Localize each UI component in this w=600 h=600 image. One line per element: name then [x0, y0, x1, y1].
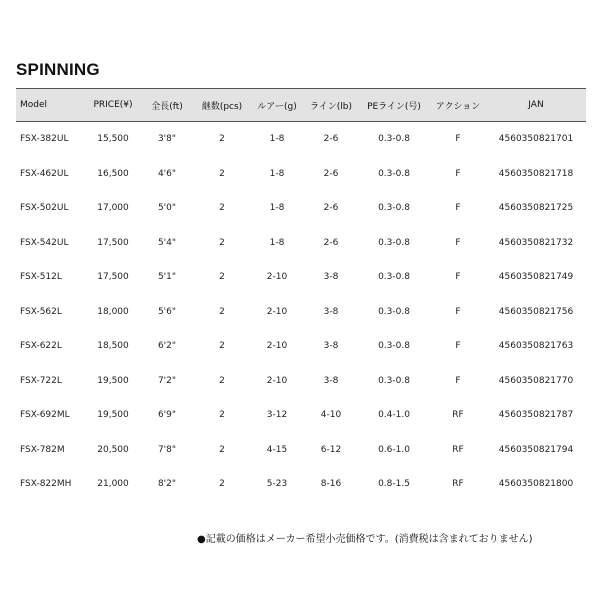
header-action: アクション	[430, 89, 486, 122]
header-price: PRICE(¥)	[86, 89, 140, 122]
cell-length: 8'2"	[157, 479, 177, 490]
cell-lure: 1-8	[269, 168, 285, 179]
cell-pieces: 2	[219, 444, 225, 455]
cell-model: FSX-722L	[20, 375, 62, 386]
header-lure: ルアー(g)	[250, 89, 304, 122]
header-pieces: 継数(pcs)	[194, 89, 250, 122]
cell-price: 19,500	[97, 375, 129, 386]
cell-action: F	[455, 341, 461, 352]
cell-length: 5'0"	[157, 203, 177, 214]
cell-line: 2-6	[323, 203, 339, 214]
cell-action: F	[455, 203, 461, 214]
cell-length: 5'4"	[157, 237, 177, 248]
cell-price: 18,500	[97, 341, 129, 352]
cell-lure: 1-8	[269, 134, 285, 145]
header-length: 全長(ft)	[140, 89, 194, 122]
table-row	[16, 122, 586, 157]
cell-lure: 2-10	[266, 306, 288, 317]
spec-table	[16, 88, 586, 502]
cell-action: RF	[452, 444, 464, 455]
cell-pieces: 2	[219, 203, 225, 214]
cell-jan: 4560350821732	[498, 237, 574, 248]
cell-jan: 4560350821701	[498, 134, 574, 145]
cell-model: FSX-622L	[20, 341, 62, 352]
cell-jan: 4560350821756	[498, 306, 574, 317]
cell-lure: 5-23	[266, 479, 288, 490]
cell-line: 8-16	[320, 479, 342, 490]
cell-length: 5'1"	[157, 272, 177, 283]
cell-length: 3'8"	[157, 134, 177, 145]
header-pe-line: PEライン(号)	[358, 89, 430, 122]
cell-pieces: 2	[219, 410, 225, 421]
cell-jan: 4560350821770	[498, 375, 574, 386]
header-line: ライン(lb)	[304, 89, 358, 122]
cell-line: 4-10	[320, 410, 342, 421]
cell-model: FSX-822MH	[20, 479, 72, 490]
table-row	[16, 364, 586, 399]
cell-price: 16,500	[97, 168, 129, 179]
cell-pieces: 2	[219, 168, 225, 179]
cell-line: 3-8	[323, 341, 339, 352]
cell-jan: 4560350821794	[498, 444, 574, 455]
cell-price: 17,000	[97, 203, 129, 214]
cell-action: F	[455, 237, 461, 248]
cell-line: 3-8	[323, 306, 339, 317]
cell-lure: 1-8	[269, 203, 285, 214]
cell-price: 17,500	[97, 237, 129, 248]
cell-jan: 4560350821763	[498, 341, 574, 352]
cell-pe-line: 0.6-1.0	[378, 444, 410, 455]
cell-action: RF	[452, 479, 464, 490]
cell-length: 7'8"	[157, 444, 177, 455]
cell-pieces: 2	[219, 306, 225, 317]
cell-pe-line: 0.3-0.8	[378, 134, 410, 145]
cell-lure: 4-15	[266, 444, 288, 455]
table-row	[16, 226, 586, 261]
cell-length: 6'2"	[157, 341, 177, 352]
header-model: Model	[16, 89, 86, 122]
cell-action: F	[455, 306, 461, 317]
cell-jan: 4560350821725	[498, 203, 574, 214]
cell-length: 7'2"	[157, 375, 177, 386]
cell-line: 3-8	[323, 375, 339, 386]
table-row	[16, 329, 586, 364]
table-row	[16, 433, 586, 468]
cell-line: 2-6	[323, 134, 339, 145]
cell-jan: 4560350821749	[498, 272, 574, 283]
cell-model: FSX-782M	[20, 444, 65, 455]
cell-jan: 4560350821787	[498, 410, 574, 421]
price-note: ●記載の価格はメーカー希望小売価格です。(消費税は含まれておりません)	[197, 534, 533, 545]
cell-pieces: 2	[219, 375, 225, 386]
cell-model: FSX-542UL	[20, 237, 69, 248]
cell-action: F	[455, 272, 461, 283]
cell-lure: 1-8	[269, 237, 285, 248]
cell-lure: 2-10	[266, 341, 288, 352]
table-header-row	[16, 89, 586, 122]
cell-action: F	[455, 375, 461, 386]
cell-pieces: 2	[219, 134, 225, 145]
cell-pe-line: 0.3-0.8	[378, 237, 410, 248]
cell-pe-line: 0.4-1.0	[378, 410, 410, 421]
cell-price: 17,500	[97, 272, 129, 283]
cell-price: 15,500	[97, 134, 129, 145]
table-row	[16, 295, 586, 330]
cell-model: FSX-462UL	[20, 168, 69, 179]
cell-action: RF	[452, 410, 464, 421]
cell-lure: 2-10	[266, 375, 288, 386]
cell-pieces: 2	[219, 341, 225, 352]
cell-pieces: 2	[219, 237, 225, 248]
cell-line: 2-6	[323, 237, 339, 248]
cell-length: 4'6"	[157, 168, 177, 179]
header-jan: JAN	[486, 89, 586, 122]
table-row	[16, 467, 586, 502]
cell-length: 5'6"	[157, 306, 177, 317]
cell-jan: 4560350821718	[498, 168, 574, 179]
cell-pe-line: 0.3-0.8	[378, 168, 410, 179]
cell-pe-line: 0.3-0.8	[378, 375, 410, 386]
cell-pe-line: 0.3-0.8	[378, 203, 410, 214]
cell-lure: 2-10	[266, 272, 288, 283]
page-title: SPINNING	[16, 60, 100, 79]
cell-action: F	[455, 168, 461, 179]
cell-length: 6'9"	[157, 410, 177, 421]
spec-table-container	[16, 88, 586, 502]
table-row	[16, 157, 586, 192]
cell-model: FSX-512L	[20, 272, 62, 283]
cell-price: 18,000	[97, 306, 129, 317]
cell-pe-line: 0.8-1.5	[378, 479, 410, 490]
cell-price: 19,500	[97, 410, 129, 421]
table-row	[16, 398, 586, 433]
cell-action: F	[455, 134, 461, 145]
cell-lure: 3-12	[266, 410, 288, 421]
cell-model: FSX-692ML	[20, 410, 70, 421]
cell-model: FSX-502UL	[20, 203, 69, 214]
cell-model: FSX-382UL	[20, 134, 69, 145]
cell-line: 3-8	[323, 272, 339, 283]
cell-pieces: 2	[219, 272, 225, 283]
cell-model: FSX-562L	[20, 306, 62, 317]
table-row	[16, 191, 586, 226]
cell-price: 21,000	[97, 479, 129, 490]
cell-pe-line: 0.3-0.8	[378, 272, 410, 283]
cell-pe-line: 0.3-0.8	[378, 341, 410, 352]
table-row	[16, 260, 586, 295]
table-body	[16, 122, 586, 502]
cell-pe-line: 0.3-0.8	[378, 306, 410, 317]
cell-line: 6-12	[320, 444, 342, 455]
cell-price: 20,500	[97, 444, 129, 455]
cell-pieces: 2	[219, 479, 225, 490]
cell-line: 2-6	[323, 168, 339, 179]
cell-jan: 4560350821800	[498, 479, 574, 490]
